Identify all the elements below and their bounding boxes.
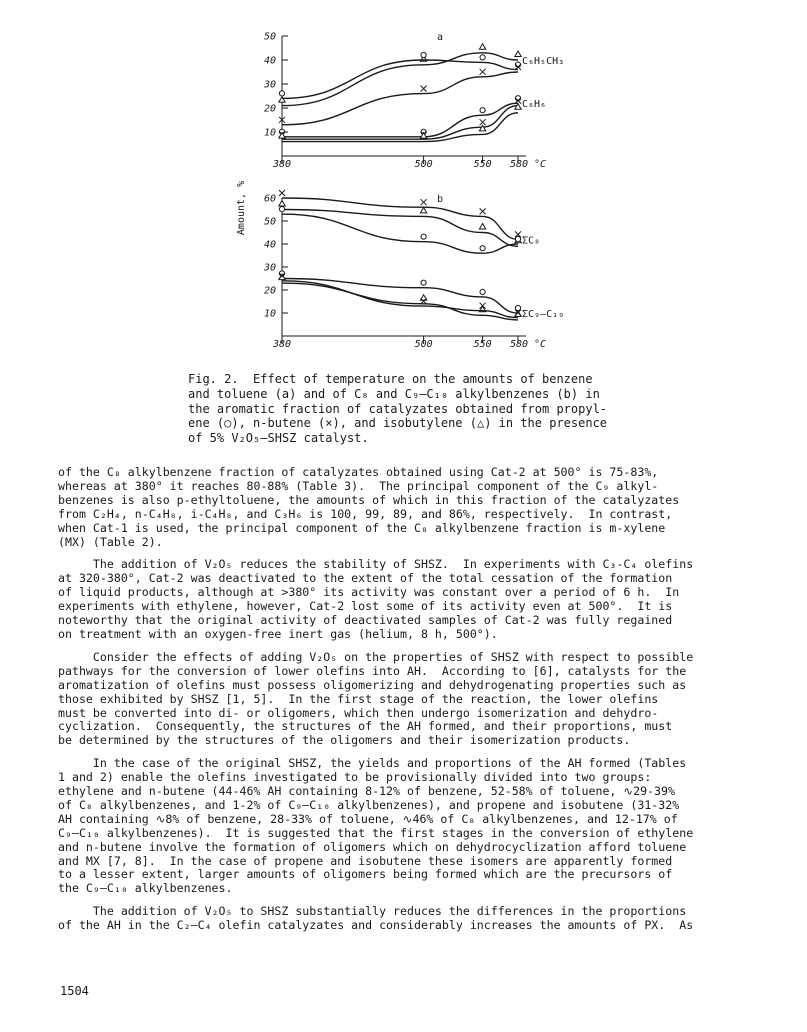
cross-marker [480,119,486,125]
text-line: whereas at 380° it reaches 80-88% (Table 3). The principal component of the C₉ alkyl- [58,478,659,493]
x-tick-label: 550 [473,339,492,350]
caption-line: ene (○), n-butene (×), and isobutylene (△) in the presence [188,416,608,431]
y-tick-label: 50 [263,216,276,228]
series-label: C₆H₆ [522,99,547,111]
circle-marker [515,236,520,241]
circle-marker [480,108,485,113]
y-tick-label: 20 [263,285,276,297]
text-line: those exhibited by SHSZ [1, 5]. In the first stage of the reaction, the lower olefins [58,691,659,706]
text-line: 1 and 2) enable the olefins investigated to be provisionally divided into two groups: [58,770,652,785]
text-line: aromatization of olefins must possess oligomerizing and dehydrogenating properties such as [58,677,687,692]
circle-marker [421,234,426,239]
text-line: pathways for the conversion of lower olefins into AH. According to [6], catalysts for the [58,663,687,678]
triangle-marker [479,125,485,130]
paragraph [58,905,758,933]
text-line: and MX [7, 8]. In the case of propene and isobutene these isomers are apparently formed [58,853,673,868]
circle-marker [279,207,284,212]
panel-label: a [436,32,444,43]
text-line: of C₈ alkylbenzenes, and 1-2% of C₉–C₁₀ alkylbenzenes), and propene and isobutene (31-32% [58,797,680,812]
y-tick-label: 40 [263,55,276,67]
panel-a-chart [263,32,564,171]
series-label: ΣC₈ [522,235,541,247]
triangle-marker [515,104,521,110]
caption-line: Fig. 2. Effect of temperature on the amounts of benzene [188,372,593,386]
circle-marker [421,52,426,57]
text-line: The addition of V₂O₅ to SHSZ substantially reduces the differences in the proportions [58,904,687,919]
series-line [282,72,518,125]
cross-marker [480,69,486,75]
caption-line: the aromatic fraction of catalyzates obtained from propyl- [188,401,608,416]
panel-label: b [436,194,444,205]
paragraph [58,651,758,748]
text-line: noteworthy that the original activity of deactivated samples of Cat-2 was fully regained [58,613,673,628]
y-tick-label: 30 [263,79,276,91]
circle-marker [480,289,485,294]
text-line: benzenes is also p-ethyltoluene, the amounts of which in this fraction of the catalyzates [58,492,680,507]
cross-marker [421,86,427,92]
text-line: be determined by the structures of the oligomers and their isomerization products. [58,733,631,748]
text-line: at 320-380°, Cat-2 was deactivated to the extent of the total cessation of the formation [58,571,673,586]
text-line: C₉–C₁₀ alkylbenzenes). It is suggested that the first stages in the conversion of ethylene [58,825,694,840]
y-axis-title: Amount, % [236,180,247,236]
text-line: on treatment with an oxygen-free inert gas (helium, 8 h, 500°). [58,626,498,641]
text-line: the C₉–C₁₀ alkylbenzenes. [58,881,233,896]
cross-marker [279,190,285,196]
triangle-marker [515,51,521,57]
y-tick-label: 30 [263,262,276,274]
cross-marker [480,208,486,214]
panel-b-chart [263,190,564,350]
series-line [282,60,518,98]
y-tick-label: 10 [263,127,276,139]
text-line: The addition of V₂O₅ reduces the stability of SHSZ. In experiments with C₃-C₄ olefins [58,557,694,572]
x-tick-label: 500 [414,159,433,170]
y-tick-label: 40 [263,239,276,251]
x-tick-label: 500 [414,339,433,350]
x-tick-label: 580 °C [509,159,547,170]
y-tick-label: 50 [263,31,276,43]
text-line: (MX) (Table 2). [58,534,163,549]
triangle-marker [479,224,485,230]
text-line: must be converted into di- or oligomers, which then undergo isomerization and dehydro- [58,705,659,720]
text-line: of the C₈ alkylbenzene fraction of catalyzates obtained using Cat-2 at 500° is 75-83%, [58,465,659,479]
paragraph [58,558,758,641]
triangle-marker [279,201,285,207]
text-line: from C₂H₄, n-C₄H₈, i-C₄H₈, and C₃H₆ is 100, 99, 89, and 86%, respectively. In contrast, [58,506,673,521]
text-line: when Cat-1 is used, the principal component of the C₈ alkylbenzene fraction is m-xylene [58,520,666,535]
y-tick-label: 10 [263,308,276,320]
text-line: of liquid products, although at >380° its activity was constant over a period of 6 h. In [58,585,680,600]
text-line: ethylene and n-butene (44-46% AH containing 8-12% of benzene, 52-58% of toluene, ∿29-39% [58,784,675,799]
caption-line: and toluene (a) and of C₈ and C₉–C₁₀ alkylbenzenes (b) in [188,386,600,401]
circle-marker [279,91,284,96]
circle-marker [480,246,485,251]
cross-marker [421,199,427,205]
paragraph [58,466,758,549]
circle-marker [480,55,485,60]
triangle-marker [479,44,485,50]
triangle-marker [279,97,285,103]
figure-caption [188,372,628,446]
series-line [282,283,518,320]
series-label: C₆H₅CH₃ [522,56,565,67]
x-tick-label: 580 °C [509,339,547,350]
text-line: to a lesser extent, larger amounts of oligomers being formed which are the precursors of [58,867,673,882]
triangle-marker [420,207,426,213]
caption-line: of 5% V₂O₅–SHSZ catalyst. [188,431,369,446]
x-tick-label: 550 [473,159,492,170]
body-text [58,466,758,942]
x-tick-label: 380 [272,339,292,350]
figure-2 [228,28,588,368]
text-line: cyclization. Consequently, the structures of the AH formed, and their proportions, must [58,719,673,734]
y-tick-label: 20 [263,103,276,115]
circle-marker [421,280,426,285]
paragraph [58,757,758,896]
x-tick-label: 380 [272,159,292,170]
triangle-marker [515,311,521,317]
text-line: of the AH in the C₂–C₄ olefin catalyzates and considerably increases the amounts of PX. As [58,918,694,933]
text-line: Consider the effects of adding V₂O₅ on the properties of SHSZ with respect to possible [58,649,694,664]
circle-marker [515,305,520,310]
series-line [282,53,518,106]
text-line: AH containing ∿8% of benzene, 28-33% of toluene, ∿46% of C₈ alkylbenzenes, and 12-17% of [58,811,678,826]
page-number: 1504 [60,984,89,998]
y-tick-label: 60 [263,193,276,205]
series-label: ΣC₉–C₁₀ [522,309,565,320]
text-line: In the case of the original SHSZ, the yields and proportions of the AH formed (Tables [58,756,687,771]
text-line: and n-butene involve the formation of oligomers which on dehydrocyclization afford toluene [58,839,687,854]
text-line: experiments with ethylene, however, Cat-2 lost some of its activity even at 500°. It is [58,599,673,614]
